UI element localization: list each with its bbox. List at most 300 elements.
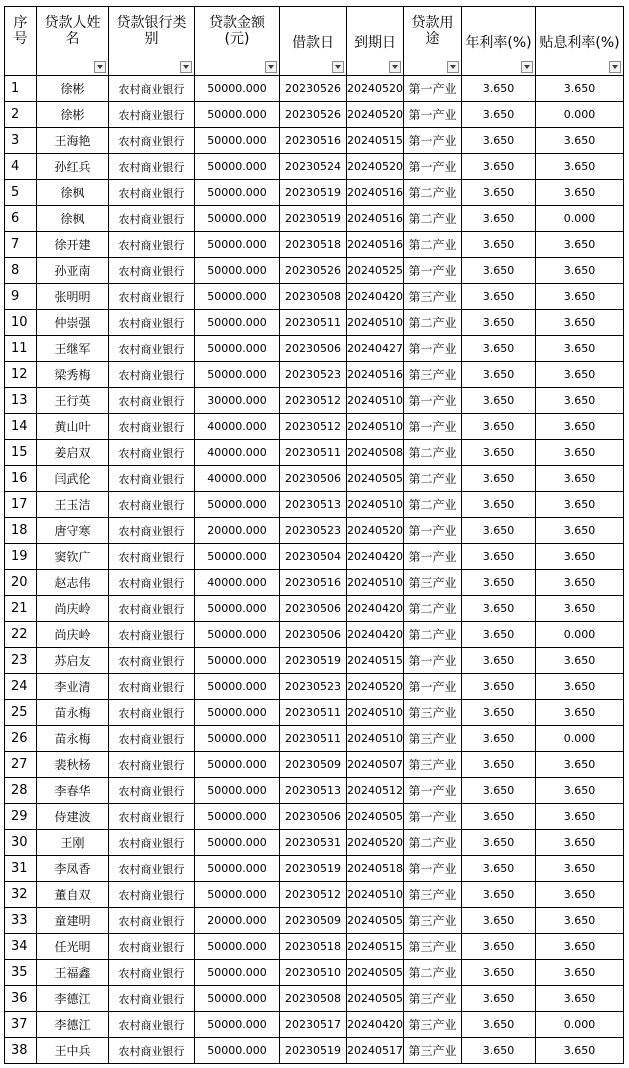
cell-due-date[interactable]: 20240510 <box>347 388 404 414</box>
cell-borrow-date[interactable]: 20230523 <box>280 674 347 700</box>
cell-amount[interactable]: 50000.000 <box>195 752 280 778</box>
cell-subsidy-rate[interactable]: 3.650 <box>536 180 624 206</box>
cell-bank[interactable]: 农村商业银行 <box>109 856 195 882</box>
cell-rate[interactable]: 3.650 <box>462 830 536 856</box>
cell-use[interactable]: 第一产业 <box>404 414 462 440</box>
cell-subsidy-rate[interactable]: 3.650 <box>536 830 624 856</box>
cell-borrow-date[interactable]: 20230512 <box>280 882 347 908</box>
cell-subsidy-rate[interactable]: 3.650 <box>536 362 624 388</box>
cell-borrow-date[interactable]: 20230508 <box>280 284 347 310</box>
cell-rate[interactable]: 3.650 <box>462 934 536 960</box>
cell-rate[interactable]: 3.650 <box>462 518 536 544</box>
cell-bank[interactable]: 农村商业银行 <box>109 1038 195 1064</box>
cell-amount[interactable]: 50000.000 <box>195 1038 280 1064</box>
cell-subsidy-rate[interactable]: 3.650 <box>536 882 624 908</box>
cell-subsidy-rate[interactable]: 3.650 <box>536 388 624 414</box>
cell-use[interactable]: 第一产业 <box>404 258 462 284</box>
cell-name[interactable]: 梁秀梅 <box>37 362 109 388</box>
cell-subsidy-rate[interactable]: 3.650 <box>536 492 624 518</box>
cell-bank[interactable]: 农村商业银行 <box>109 544 195 570</box>
cell-name[interactable]: 董自双 <box>37 882 109 908</box>
cell-seq[interactable]: 13 <box>5 388 37 414</box>
cell-due-date[interactable]: 20240520 <box>347 674 404 700</box>
cell-subsidy-rate[interactable]: 0.000 <box>536 102 624 128</box>
cell-borrow-date[interactable]: 20230519 <box>280 856 347 882</box>
cell-due-date[interactable]: 20240510 <box>347 310 404 336</box>
cell-use[interactable]: 第二产业 <box>404 622 462 648</box>
cell-use[interactable]: 第一产业 <box>404 778 462 804</box>
cell-due-date[interactable]: 20240516 <box>347 232 404 258</box>
cell-use[interactable]: 第二产业 <box>404 830 462 856</box>
cell-borrow-date[interactable]: 20230511 <box>280 726 347 752</box>
cell-bank[interactable]: 农村商业银行 <box>109 284 195 310</box>
cell-seq[interactable]: 20 <box>5 570 37 596</box>
cell-subsidy-rate[interactable]: 3.650 <box>536 76 624 102</box>
cell-rate[interactable]: 3.650 <box>462 102 536 128</box>
cell-borrow-date[interactable]: 20230519 <box>280 180 347 206</box>
cell-rate[interactable]: 3.650 <box>462 388 536 414</box>
cell-rate[interactable]: 3.650 <box>462 648 536 674</box>
cell-use[interactable]: 第一产业 <box>404 102 462 128</box>
cell-amount[interactable]: 50000.000 <box>195 232 280 258</box>
cell-borrow-date[interactable]: 20230511 <box>280 440 347 466</box>
cell-rate[interactable]: 3.650 <box>462 180 536 206</box>
cell-rate[interactable]: 3.650 <box>462 492 536 518</box>
cell-bank[interactable]: 农村商业银行 <box>109 440 195 466</box>
cell-name[interactable]: 黄山叶 <box>37 414 109 440</box>
cell-use[interactable]: 第一产业 <box>404 154 462 180</box>
cell-name[interactable]: 苗永梅 <box>37 700 109 726</box>
cell-amount[interactable]: 50000.000 <box>195 726 280 752</box>
cell-use[interactable]: 第一产业 <box>404 804 462 830</box>
cell-name[interactable]: 王行英 <box>37 388 109 414</box>
cell-bank[interactable]: 农村商业银行 <box>109 934 195 960</box>
cell-amount[interactable]: 40000.000 <box>195 440 280 466</box>
cell-rate[interactable]: 3.650 <box>462 986 536 1012</box>
cell-use[interactable]: 第三产业 <box>404 570 462 596</box>
cell-amount[interactable]: 50000.000 <box>195 102 280 128</box>
cell-amount[interactable]: 50000.000 <box>195 128 280 154</box>
cell-seq[interactable]: 22 <box>5 622 37 648</box>
cell-borrow-date[interactable]: 20230511 <box>280 310 347 336</box>
cell-rate[interactable]: 3.650 <box>462 596 536 622</box>
cell-seq[interactable]: 25 <box>5 700 37 726</box>
cell-use[interactable]: 第一产业 <box>404 76 462 102</box>
cell-borrow-date[interactable]: 20230523 <box>280 362 347 388</box>
cell-borrow-date[interactable]: 20230504 <box>280 544 347 570</box>
cell-borrow-date[interactable]: 20230519 <box>280 648 347 674</box>
cell-due-date[interactable]: 20240515 <box>347 128 404 154</box>
cell-subsidy-rate[interactable]: 3.650 <box>536 960 624 986</box>
cell-due-date[interactable]: 20240510 <box>347 570 404 596</box>
cell-name[interactable]: 尚庆岭 <box>37 596 109 622</box>
cell-amount[interactable]: 50000.000 <box>195 882 280 908</box>
cell-due-date[interactable]: 20240510 <box>347 882 404 908</box>
cell-rate[interactable]: 3.650 <box>462 76 536 102</box>
cell-seq[interactable]: 17 <box>5 492 37 518</box>
cell-bank[interactable]: 农村商业银行 <box>109 986 195 1012</box>
cell-borrow-date[interactable]: 20230517 <box>280 1012 347 1038</box>
cell-name[interactable]: 孙红兵 <box>37 154 109 180</box>
cell-amount[interactable]: 30000.000 <box>195 388 280 414</box>
cell-amount[interactable]: 50000.000 <box>195 1012 280 1038</box>
cell-name[interactable]: 徐枫 <box>37 206 109 232</box>
cell-seq[interactable]: 32 <box>5 882 37 908</box>
filter-dropdown-due-date[interactable] <box>389 61 401 73</box>
cell-use[interactable]: 第二产业 <box>404 492 462 518</box>
cell-name[interactable]: 王刚 <box>37 830 109 856</box>
cell-bank[interactable]: 农村商业银行 <box>109 414 195 440</box>
cell-use[interactable]: 第一产业 <box>404 674 462 700</box>
cell-borrow-date[interactable]: 20230508 <box>280 986 347 1012</box>
cell-due-date[interactable]: 20240520 <box>347 102 404 128</box>
cell-borrow-date[interactable]: 20230516 <box>280 128 347 154</box>
cell-borrow-date[interactable]: 20230519 <box>280 1038 347 1064</box>
cell-due-date[interactable]: 20240505 <box>347 908 404 934</box>
cell-seq[interactable]: 10 <box>5 310 37 336</box>
cell-subsidy-rate[interactable]: 3.650 <box>536 128 624 154</box>
cell-subsidy-rate[interactable]: 3.650 <box>536 752 624 778</box>
cell-due-date[interactable]: 20240515 <box>347 648 404 674</box>
cell-due-date[interactable]: 20240505 <box>347 986 404 1012</box>
filter-dropdown-bank[interactable] <box>180 61 192 73</box>
cell-subsidy-rate[interactable]: 3.650 <box>536 596 624 622</box>
cell-due-date[interactable]: 20240420 <box>347 544 404 570</box>
cell-amount[interactable]: 20000.000 <box>195 908 280 934</box>
cell-name[interactable]: 闫武伦 <box>37 466 109 492</box>
cell-seq[interactable]: 24 <box>5 674 37 700</box>
cell-bank[interactable]: 农村商业银行 <box>109 570 195 596</box>
cell-seq[interactable]: 27 <box>5 752 37 778</box>
cell-seq[interactable]: 26 <box>5 726 37 752</box>
cell-use[interactable]: 第一产业 <box>404 128 462 154</box>
cell-name[interactable]: 裴秋杨 <box>37 752 109 778</box>
cell-rate[interactable]: 3.650 <box>462 544 536 570</box>
cell-seq[interactable]: 14 <box>5 414 37 440</box>
cell-due-date[interactable]: 20240517 <box>347 1038 404 1064</box>
cell-borrow-date[interactable]: 20230526 <box>280 102 347 128</box>
cell-name[interactable]: 王中兵 <box>37 1038 109 1064</box>
cell-name[interactable]: 唐守寒 <box>37 518 109 544</box>
cell-subsidy-rate[interactable]: 3.650 <box>536 778 624 804</box>
cell-use[interactable]: 第三产业 <box>404 908 462 934</box>
cell-subsidy-rate[interactable]: 0.000 <box>536 726 624 752</box>
cell-subsidy-rate[interactable]: 3.650 <box>536 648 624 674</box>
cell-seq[interactable]: 15 <box>5 440 37 466</box>
cell-seq[interactable]: 36 <box>5 986 37 1012</box>
cell-due-date[interactable]: 20240516 <box>347 362 404 388</box>
cell-borrow-date[interactable]: 20230519 <box>280 206 347 232</box>
cell-due-date[interactable]: 20240520 <box>347 518 404 544</box>
cell-rate[interactable]: 3.650 <box>462 128 536 154</box>
cell-borrow-date[interactable]: 20230506 <box>280 596 347 622</box>
cell-use[interactable]: 第三产业 <box>404 700 462 726</box>
cell-borrow-date[interactable]: 20230526 <box>280 76 347 102</box>
cell-subsidy-rate[interactable]: 3.650 <box>536 700 624 726</box>
cell-subsidy-rate[interactable]: 3.650 <box>536 154 624 180</box>
cell-borrow-date[interactable]: 20230526 <box>280 258 347 284</box>
cell-bank[interactable]: 农村商业银行 <box>109 518 195 544</box>
cell-bank[interactable]: 农村商业银行 <box>109 700 195 726</box>
cell-seq[interactable]: 34 <box>5 934 37 960</box>
cell-use[interactable]: 第三产业 <box>404 934 462 960</box>
cell-bank[interactable]: 农村商业银行 <box>109 154 195 180</box>
cell-subsidy-rate[interactable]: 3.650 <box>536 310 624 336</box>
cell-use[interactable]: 第三产业 <box>404 752 462 778</box>
cell-amount[interactable]: 40000.000 <box>195 570 280 596</box>
cell-bank[interactable]: 农村商业银行 <box>109 908 195 934</box>
cell-amount[interactable]: 50000.000 <box>195 284 280 310</box>
cell-seq[interactable]: 30 <box>5 830 37 856</box>
cell-due-date[interactable]: 20240510 <box>347 700 404 726</box>
cell-bank[interactable]: 农村商业银行 <box>109 206 195 232</box>
cell-name[interactable]: 苏启友 <box>37 648 109 674</box>
cell-due-date[interactable]: 20240508 <box>347 440 404 466</box>
cell-rate[interactable]: 3.650 <box>462 726 536 752</box>
cell-borrow-date[interactable]: 20230512 <box>280 388 347 414</box>
cell-rate[interactable]: 3.650 <box>462 1012 536 1038</box>
cell-amount[interactable]: 50000.000 <box>195 778 280 804</box>
cell-amount[interactable]: 50000.000 <box>195 76 280 102</box>
cell-amount[interactable]: 50000.000 <box>195 830 280 856</box>
cell-name[interactable]: 徐彬 <box>37 102 109 128</box>
cell-use[interactable]: 第一产业 <box>404 336 462 362</box>
cell-amount[interactable]: 50000.000 <box>195 856 280 882</box>
cell-name[interactable]: 李业清 <box>37 674 109 700</box>
cell-subsidy-rate[interactable]: 3.650 <box>536 674 624 700</box>
cell-due-date[interactable]: 20240525 <box>347 258 404 284</box>
cell-amount[interactable]: 50000.000 <box>195 180 280 206</box>
cell-subsidy-rate[interactable]: 3.650 <box>536 544 624 570</box>
cell-seq[interactable]: 18 <box>5 518 37 544</box>
cell-rate[interactable]: 3.650 <box>462 206 536 232</box>
cell-rate[interactable]: 3.650 <box>462 310 536 336</box>
cell-amount[interactable]: 50000.000 <box>195 986 280 1012</box>
cell-borrow-date[interactable]: 20230506 <box>280 466 347 492</box>
cell-borrow-date[interactable]: 20230531 <box>280 830 347 856</box>
cell-amount[interactable]: 50000.000 <box>195 310 280 336</box>
cell-seq[interactable]: 8 <box>5 258 37 284</box>
cell-rate[interactable]: 3.650 <box>462 804 536 830</box>
cell-seq[interactable]: 6 <box>5 206 37 232</box>
cell-seq[interactable]: 23 <box>5 648 37 674</box>
filter-dropdown-subsidy-rate[interactable] <box>609 61 621 73</box>
cell-due-date[interactable]: 20240420 <box>347 1012 404 1038</box>
cell-bank[interactable]: 农村商业银行 <box>109 466 195 492</box>
cell-use[interactable]: 第二产业 <box>404 232 462 258</box>
cell-bank[interactable]: 农村商业银行 <box>109 102 195 128</box>
cell-bank[interactable]: 农村商业银行 <box>109 648 195 674</box>
cell-borrow-date[interactable]: 20230513 <box>280 492 347 518</box>
cell-rate[interactable]: 3.650 <box>462 570 536 596</box>
cell-subsidy-rate[interactable]: 3.650 <box>536 1038 624 1064</box>
cell-bank[interactable]: 农村商业银行 <box>109 830 195 856</box>
cell-seq[interactable]: 16 <box>5 466 37 492</box>
cell-subsidy-rate[interactable]: 0.000 <box>536 1012 624 1038</box>
cell-use[interactable]: 第二产业 <box>404 960 462 986</box>
cell-rate[interactable]: 3.650 <box>462 336 536 362</box>
cell-rate[interactable]: 3.650 <box>462 362 536 388</box>
cell-subsidy-rate[interactable]: 0.000 <box>536 206 624 232</box>
cell-due-date[interactable]: 20240510 <box>347 414 404 440</box>
cell-rate[interactable]: 3.650 <box>462 232 536 258</box>
cell-bank[interactable]: 农村商业银行 <box>109 752 195 778</box>
cell-bank[interactable]: 农村商业银行 <box>109 310 195 336</box>
cell-subsidy-rate[interactable]: 3.650 <box>536 232 624 258</box>
cell-due-date[interactable]: 20240510 <box>347 726 404 752</box>
cell-name[interactable]: 王福鑫 <box>37 960 109 986</box>
cell-due-date[interactable]: 20240505 <box>347 804 404 830</box>
cell-rate[interactable]: 3.650 <box>462 284 536 310</box>
cell-use[interactable]: 第二产业 <box>404 180 462 206</box>
cell-seq[interactable]: 29 <box>5 804 37 830</box>
cell-name[interactable]: 李春华 <box>37 778 109 804</box>
cell-subsidy-rate[interactable]: 3.650 <box>536 466 624 492</box>
cell-use[interactable]: 第一产业 <box>404 856 462 882</box>
cell-bank[interactable]: 农村商业银行 <box>109 596 195 622</box>
filter-dropdown-amount[interactable] <box>265 61 277 73</box>
cell-rate[interactable]: 3.650 <box>462 908 536 934</box>
cell-seq[interactable]: 38 <box>5 1038 37 1064</box>
cell-seq[interactable]: 1 <box>5 76 37 102</box>
cell-subsidy-rate[interactable]: 3.650 <box>536 440 624 466</box>
cell-due-date[interactable]: 20240520 <box>347 154 404 180</box>
cell-rate[interactable]: 3.650 <box>462 154 536 180</box>
cell-rate[interactable]: 3.650 <box>462 778 536 804</box>
cell-subsidy-rate[interactable]: 3.650 <box>536 518 624 544</box>
cell-subsidy-rate[interactable]: 3.650 <box>536 570 624 596</box>
cell-due-date[interactable]: 20240520 <box>347 76 404 102</box>
cell-bank[interactable]: 农村商业银行 <box>109 362 195 388</box>
cell-name[interactable]: 李凤香 <box>37 856 109 882</box>
cell-use[interactable]: 第二产业 <box>404 440 462 466</box>
cell-due-date[interactable]: 20240516 <box>347 180 404 206</box>
cell-borrow-date[interactable]: 20230513 <box>280 778 347 804</box>
cell-rate[interactable]: 3.650 <box>462 1038 536 1064</box>
cell-amount[interactable]: 50000.000 <box>195 336 280 362</box>
filter-dropdown-rate[interactable] <box>521 61 533 73</box>
cell-use[interactable]: 第一产业 <box>404 388 462 414</box>
cell-borrow-date[interactable]: 20230506 <box>280 804 347 830</box>
cell-name[interactable]: 徐开建 <box>37 232 109 258</box>
cell-due-date[interactable]: 20240420 <box>347 622 404 648</box>
cell-amount[interactable]: 50000.000 <box>195 154 280 180</box>
cell-bank[interactable]: 农村商业银行 <box>109 128 195 154</box>
cell-amount[interactable]: 20000.000 <box>195 518 280 544</box>
cell-name[interactable]: 孙亚南 <box>37 258 109 284</box>
cell-rate[interactable]: 3.650 <box>462 752 536 778</box>
cell-bank[interactable]: 农村商业银行 <box>109 492 195 518</box>
cell-amount[interactable]: 40000.000 <box>195 414 280 440</box>
cell-borrow-date[interactable]: 20230518 <box>280 934 347 960</box>
cell-amount[interactable]: 50000.000 <box>195 206 280 232</box>
cell-amount[interactable]: 50000.000 <box>195 492 280 518</box>
cell-bank[interactable]: 农村商业银行 <box>109 76 195 102</box>
cell-subsidy-rate[interactable]: 0.000 <box>536 622 624 648</box>
cell-use[interactable]: 第三产业 <box>404 284 462 310</box>
cell-due-date[interactable]: 20240420 <box>347 596 404 622</box>
cell-borrow-date[interactable]: 20230509 <box>280 908 347 934</box>
cell-due-date[interactable]: 20240505 <box>347 466 404 492</box>
cell-borrow-date[interactable]: 20230512 <box>280 414 347 440</box>
cell-amount[interactable]: 50000.000 <box>195 960 280 986</box>
cell-subsidy-rate[interactable]: 3.650 <box>536 336 624 362</box>
cell-subsidy-rate[interactable]: 3.650 <box>536 986 624 1012</box>
cell-use[interactable]: 第三产业 <box>404 726 462 752</box>
cell-use[interactable]: 第一产业 <box>404 544 462 570</box>
cell-rate[interactable]: 3.650 <box>462 674 536 700</box>
cell-amount[interactable]: 50000.000 <box>195 648 280 674</box>
cell-bank[interactable]: 农村商业银行 <box>109 674 195 700</box>
cell-amount[interactable]: 50000.000 <box>195 596 280 622</box>
cell-amount[interactable]: 50000.000 <box>195 544 280 570</box>
cell-use[interactable]: 第三产业 <box>404 1012 462 1038</box>
cell-name[interactable]: 王玉洁 <box>37 492 109 518</box>
cell-bank[interactable]: 农村商业银行 <box>109 622 195 648</box>
cell-seq[interactable]: 37 <box>5 1012 37 1038</box>
cell-name[interactable]: 童建明 <box>37 908 109 934</box>
cell-subsidy-rate[interactable]: 3.650 <box>536 414 624 440</box>
cell-seq[interactable]: 35 <box>5 960 37 986</box>
cell-bank[interactable]: 农村商业银行 <box>109 388 195 414</box>
cell-name[interactable]: 张明明 <box>37 284 109 310</box>
cell-due-date[interactable]: 20240505 <box>347 960 404 986</box>
cell-seq[interactable]: 9 <box>5 284 37 310</box>
cell-seq[interactable]: 21 <box>5 596 37 622</box>
cell-rate[interactable]: 3.650 <box>462 414 536 440</box>
cell-bank[interactable]: 农村商业银行 <box>109 180 195 206</box>
cell-borrow-date[interactable]: 20230523 <box>280 518 347 544</box>
cell-due-date[interactable]: 20240420 <box>347 284 404 310</box>
cell-due-date[interactable]: 20240520 <box>347 830 404 856</box>
filter-dropdown-borrow-date[interactable] <box>332 61 344 73</box>
cell-borrow-date[interactable]: 20230509 <box>280 752 347 778</box>
cell-amount[interactable]: 50000.000 <box>195 804 280 830</box>
cell-bank[interactable]: 农村商业银行 <box>109 804 195 830</box>
filter-dropdown-name[interactable] <box>94 61 106 73</box>
cell-subsidy-rate[interactable]: 3.650 <box>536 804 624 830</box>
cell-rate[interactable]: 3.650 <box>462 856 536 882</box>
cell-use[interactable]: 第二产业 <box>404 466 462 492</box>
cell-rate[interactable]: 3.650 <box>462 466 536 492</box>
cell-subsidy-rate[interactable]: 3.650 <box>536 258 624 284</box>
cell-name[interactable]: 仲崇强 <box>37 310 109 336</box>
cell-bank[interactable]: 农村商业银行 <box>109 232 195 258</box>
cell-name[interactable]: 徐枫 <box>37 180 109 206</box>
cell-name[interactable]: 尚庆岭 <box>37 622 109 648</box>
cell-borrow-date[interactable]: 20230506 <box>280 622 347 648</box>
cell-seq[interactable]: 4 <box>5 154 37 180</box>
cell-bank[interactable]: 农村商业银行 <box>109 1012 195 1038</box>
cell-amount[interactable]: 50000.000 <box>195 362 280 388</box>
cell-name[interactable]: 李德江 <box>37 986 109 1012</box>
cell-use[interactable]: 第一产业 <box>404 648 462 674</box>
cell-borrow-date[interactable]: 20230506 <box>280 336 347 362</box>
cell-name[interactable]: 徐彬 <box>37 76 109 102</box>
cell-amount[interactable]: 50000.000 <box>195 934 280 960</box>
cell-due-date[interactable]: 20240518 <box>347 856 404 882</box>
cell-use[interactable]: 第三产业 <box>404 882 462 908</box>
cell-seq[interactable]: 7 <box>5 232 37 258</box>
cell-bank[interactable]: 农村商业银行 <box>109 258 195 284</box>
cell-name[interactable]: 赵志伟 <box>37 570 109 596</box>
cell-seq[interactable]: 19 <box>5 544 37 570</box>
cell-use[interactable]: 第二产业 <box>404 596 462 622</box>
cell-borrow-date[interactable]: 20230518 <box>280 232 347 258</box>
cell-rate[interactable]: 3.650 <box>462 258 536 284</box>
cell-seq[interactable]: 12 <box>5 362 37 388</box>
cell-rate[interactable]: 3.650 <box>462 622 536 648</box>
